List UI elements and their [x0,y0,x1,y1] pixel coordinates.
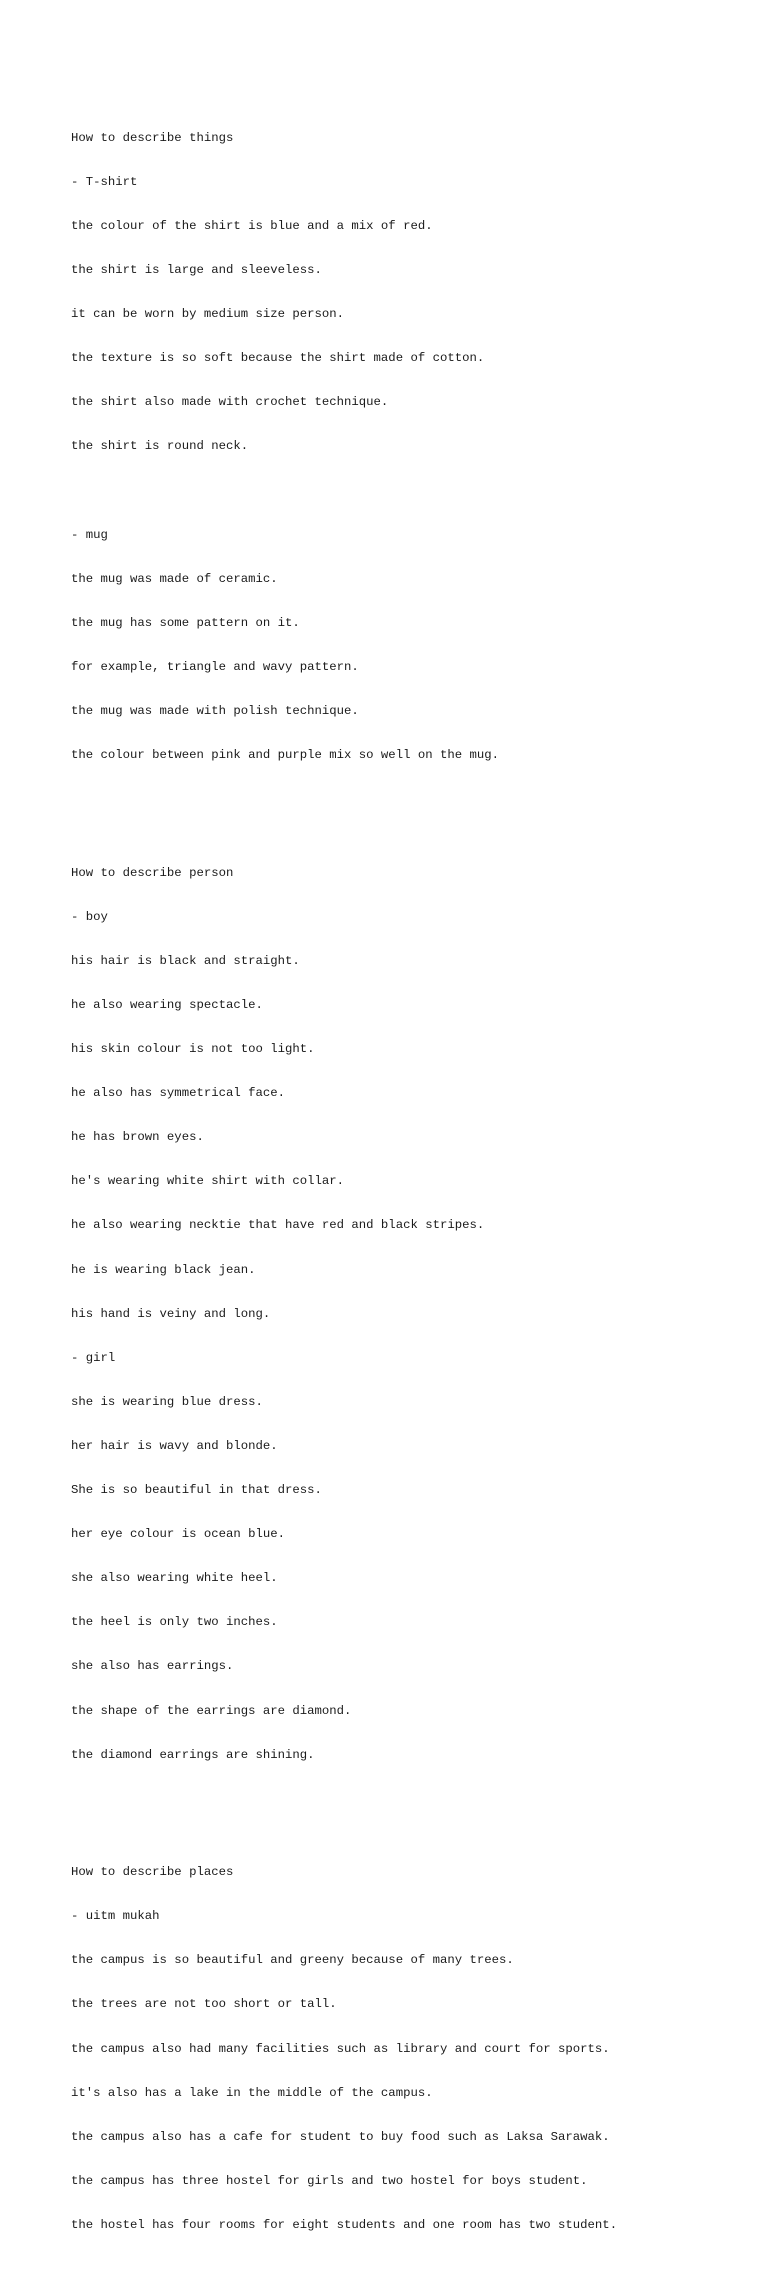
text-line: it can be worn by medium size person. [71,307,345,322]
text-line: she also has earrings. [71,1659,234,1674]
text-line: his hand is veiny and long. [71,1306,271,1321]
subheading-tshirt: - T-shirt [71,174,138,189]
subheading-mug: - mug [71,527,108,542]
subheading-girl: - girl [71,1350,116,1365]
text-line: She is so beautiful in that dress. [71,1483,322,1498]
text-line: her eye colour is ocean blue. [71,1527,286,1542]
text-line: the shirt is large and sleeveless. [71,263,322,278]
text-line: the texture is so soft because the shirt made of cotton. [71,351,485,366]
text-line: the campus is so beautiful and greeny because of many trees. [71,1953,514,1968]
text-line: the diamond earrings are shining. [71,1747,315,1762]
blank-line [71,792,751,807]
subheading-boy: - boy [71,909,108,924]
text-line: he also wearing spectacle. [71,998,263,1012]
text-line: the heel is only two inches. [71,1615,278,1630]
text-line: he is wearing black jean. [71,1262,256,1277]
section-heading-things: How to describe things [71,130,234,145]
blank-line [71,484,751,499]
text-line: he also has symmetrical face. [71,1086,286,1101]
text-line: the campus also had many facilities such as library and court for sports. [71,2041,610,2056]
text-line: the trees are not too short or tall. [71,1997,337,2012]
text-line: the shirt is round neck. [71,439,249,454]
text-line: his hair is black and straight. [71,953,300,968]
text-line: she is wearing blue dress. [71,1394,263,1409]
document-body [71,72,751,2277]
text-line: she also wearing white heel. [71,1571,278,1586]
subheading-uitm-mukah: - uitm mukah [71,1909,160,1924]
text-line: for example, triangle and wavy pattern. [71,659,359,674]
text-line: the colour between pink and purple mix so well on the mug. [71,748,500,763]
text-line: the mug was made with polish technique. [71,704,359,719]
section-heading-places: How to describe places [71,1865,234,1880]
text-line: the shirt also made with crochet technique. [71,395,389,410]
text-line: he has brown eyes. [71,1130,204,1145]
text-line: his skin colour is not too light. [71,1042,315,1057]
text-line: the mug has some pattern on it. [71,615,300,630]
text-line: it's also has a lake in the middle of the campus. [71,2085,433,2100]
text-line: the campus has three hostel for girls and two hostel for boys student. [71,2173,588,2188]
text-line: the mug was made of ceramic. [71,571,278,586]
text-line: her hair is wavy and blonde. [71,1438,278,1453]
text-line: the shape of the earrings are diamond. [71,1703,352,1718]
section-heading-person: How to describe person [71,865,234,880]
text-line: he's wearing white shirt with collar. [71,1174,345,1189]
blank-line [71,1792,751,1807]
text-line: the campus also has a cafe for student to buy food such as Laksa Sarawak. [71,2129,610,2144]
text-line: the hostel has four rooms for eight students and one room has two student. [71,2217,618,2232]
text-line: the colour of the shirt is blue and a mix of red. [71,219,433,233]
text-line: he also wearing necktie that have red and black stripes. [71,1218,485,1233]
